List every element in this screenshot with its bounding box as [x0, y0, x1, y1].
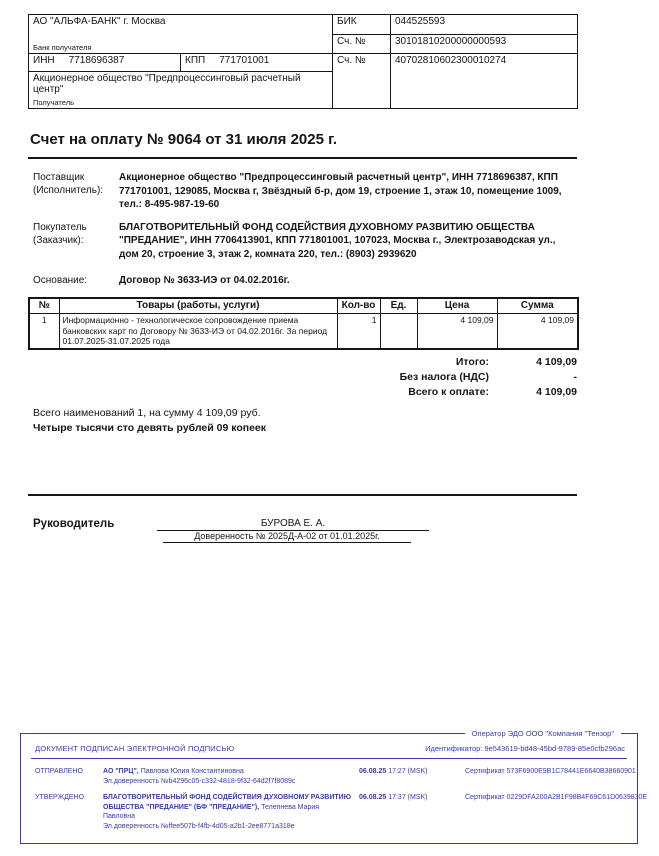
- inn-label: ИНН: [33, 55, 55, 66]
- stamp-certificate: Сертификат 573F6900E9B1C78441E6640B38660901: [465, 768, 636, 775]
- summary-block: [33, 406, 631, 436]
- title-divider: [28, 157, 577, 159]
- corr-account-value: 30101810200000000593: [391, 34, 578, 54]
- kpp-cell: [181, 54, 333, 72]
- stamp-rows: [21, 759, 648, 831]
- stamp-party-person: Телепнева Мария Павловна: [103, 803, 320, 820]
- total-label: Без налога (НДС): [399, 370, 489, 383]
- invoice-title: Счет на оплату № 9064 от 31 июля 2025 г.: [30, 131, 338, 148]
- kpp-label: КПП: [185, 55, 206, 66]
- kpp-value: 771701001: [219, 55, 270, 66]
- signature-section: [33, 518, 631, 543]
- supplier-section: [33, 171, 631, 212]
- account-value: 40702810602300010274: [391, 54, 578, 109]
- stamp-party: [103, 793, 351, 831]
- signature-divider: [28, 494, 577, 496]
- table-row: [29, 314, 578, 349]
- stamp-date: 06.08.25: [359, 794, 387, 801]
- stamp-party: [103, 767, 351, 786]
- col-header-sum: Сумма: [497, 298, 578, 314]
- col-header-num: №: [29, 298, 59, 314]
- supplier-label-line2: (Исполнитель):: [33, 185, 104, 196]
- recipient-name: Акционерное общество "Предпроцессинговый расчетный центр": [33, 73, 301, 95]
- totals-block: [28, 355, 577, 400]
- item-qty: 1: [337, 314, 380, 349]
- edo-stamp: [20, 729, 648, 844]
- buyer-section: [33, 221, 631, 262]
- stamp-row-sent: [35, 767, 636, 786]
- signer-name: БУРОВА Е. А.: [157, 518, 429, 531]
- buyer-label-line2: (Заказчик):: [33, 234, 84, 246]
- signer-attorney: Доверенность № 2025Д-А-02 от 01.01.2025г.: [163, 531, 411, 543]
- col-header-goods: Товары (работы, услуги): [59, 298, 337, 314]
- inn-cell: [29, 54, 181, 72]
- bank-cell: [29, 15, 333, 54]
- recipient-cell: [29, 72, 333, 109]
- stamp-party-org: АО "ПРЦ",: [103, 768, 139, 775]
- supplier-label-line1: Поставщик: [33, 172, 85, 183]
- amount-in-words: Четыре тысячи сто девять рублей 09 копеек: [33, 421, 267, 434]
- stamp-party-attorney: Эл.доверенность №ffee507b-f4fb-4d05-a2b1-2ee8771a318e: [103, 822, 295, 830]
- supplier-label: [33, 171, 119, 212]
- col-header-unit: Ед.: [380, 298, 417, 314]
- supplier-value: Акционерное общество "Предпроцессинговый расчетный центр", ИНН 7718696387, КПП 771701001, 129085, Москва г, Звёздный б-р, дом 19, строение 1, этаж 10, помещение 1009, тел.: 8-495-987-19-60: [119, 172, 562, 210]
- bik-label: БИК: [333, 15, 391, 35]
- total-label: Всего к оплате:: [408, 385, 489, 398]
- stamp-datetime: [359, 793, 457, 831]
- stamp-time: 17:37 (MSK): [388, 794, 428, 801]
- total-value: -: [573, 370, 577, 383]
- total-row-payable: [28, 385, 577, 400]
- recipient-sublabel: Получатель: [33, 98, 74, 107]
- items-header-row: [29, 298, 578, 314]
- stamp-status: ОТПРАВЛЕНО: [35, 768, 83, 775]
- basis-section: [33, 274, 631, 288]
- basis-label: Основание:: [33, 275, 88, 286]
- buyer-label: [33, 221, 119, 262]
- item-price: 4 109,09: [417, 314, 497, 349]
- stamp-row-approved: [35, 793, 648, 831]
- items-count-line: Всего наименований 1, на сумму 4 109,09 руб.: [33, 406, 261, 419]
- stamp-party-person: Павлова Юлия Константиновна: [140, 768, 244, 775]
- item-num: 1: [29, 314, 59, 349]
- bank-requisites-table: [28, 14, 578, 109]
- inn-value: 7718696387: [68, 55, 125, 66]
- bank-name: АО "АЛЬФА-БАНК" г. Москва: [33, 16, 166, 27]
- buyer-value: БЛАГОТВОРИТЕЛЬНЫЙ ФОНД СОДЕЙСТВИЯ ДУХОВНОМУ РАЗВИТИЮ ОБЩЕСТВА "ПРЕДАНИЕ", ИНН 7706413901, КПП 771801001, 107023, Москва г., Электрозаводская ул., дом 20, строение 3, этаж 2, комната 220, тел.: (8903) 2939620: [119, 221, 556, 260]
- total-row-vat: [28, 370, 577, 385]
- buyer-label-line1: Покупатель: [33, 221, 87, 233]
- edo-operator: Оператор ЭДО ООО "Компания "Тензор": [465, 728, 621, 739]
- signer-role: Руководитель: [33, 517, 115, 530]
- basis-value: Договор № 3633-ИЭ от 04.02.2016г.: [119, 275, 290, 286]
- total-label: Итого:: [455, 355, 489, 368]
- stamp-status: УТВЕРЖДЕНО: [35, 794, 85, 801]
- corr-account-label: Сч. №: [333, 34, 391, 54]
- stamp-identifier: Идентификатор: 9e543619-bd48-45bd-9789-85e0cfb296ac: [425, 744, 625, 753]
- stamp-time: 17:27 (MSK): [388, 768, 428, 775]
- account-label: Сч. №: [333, 54, 391, 109]
- col-header-qty: Кол-во: [337, 298, 380, 314]
- stamp-date: 06.08.25: [359, 768, 387, 775]
- stamp-party-attorney: Эл.доверенность №b4296c05-c332-4818-9f32-64d2f7f8089c: [103, 777, 296, 785]
- bik-value: 044525593: [391, 15, 578, 35]
- item-amount: 4 109,09: [497, 314, 578, 349]
- stamp-party-org: БЛАГОТВОРИТЕЛЬНЫЙ ФОНД СОДЕЙСТВИЯ ДУХОВНОМУ РАЗВИТИЮ ОБЩЕСТВА "ПРЕДАНИЕ" (БФ "ПРЕДАНИЕ"),: [103, 794, 351, 811]
- bank-sublabel: Банк получателя: [33, 43, 92, 52]
- items-table: [28, 297, 579, 350]
- signature-block: [157, 518, 429, 543]
- stamp-certificate: Сертификат 0229DFA200A2B1F98B4F69C61D0639830E: [465, 794, 648, 801]
- stamp-datetime: [359, 767, 457, 786]
- total-value: 4 109,09: [536, 385, 577, 398]
- total-row-itogo: [28, 355, 577, 370]
- item-description: Информационно - технологическое сопровождение приема банковских карт по Договору № 3633-ИЭ от 04.02.2016г. За период 01.07.2025-31.07.2025 года: [59, 314, 337, 349]
- col-header-price: Цена: [417, 298, 497, 314]
- stamp-signed-title: ДОКУМЕНТ ПОДПИСАН ЭЛЕКТРОННОЙ ПОДПИСЬЮ: [35, 744, 235, 753]
- item-unit: [380, 314, 417, 349]
- total-value: 4 109,09: [536, 355, 577, 368]
